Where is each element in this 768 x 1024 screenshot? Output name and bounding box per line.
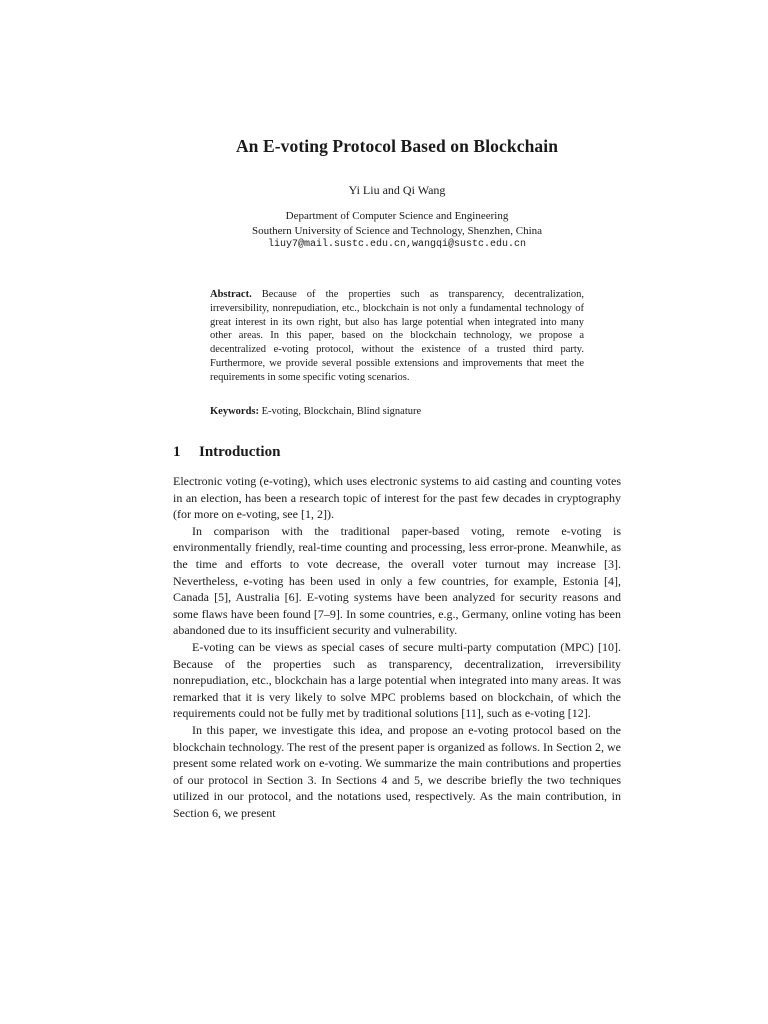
author-list: Yi Liu and Qi Wang (348, 183, 446, 197)
affiliation-block (0, 209, 768, 253)
affiliation-department: Department of Computer Science and Engineering (285, 210, 509, 222)
author-emails: liuy7@mail.sustc.edu.cn,wangqi@sustc.edu.cn (267, 239, 527, 250)
section-number: 1 (173, 444, 181, 460)
abstract-block (210, 288, 584, 385)
body-paragraph: E-voting can be views as special cases of secure multi-party computation (MPC) [10]. Because of the properties such as transparency, decentralization, irreversibility nonrepudiation, etc., blockchain has a large potential when integrated into many areas. It was remarked that it is very likely to solve MPC problems based on blockchain, of which the requirements could not be fully met by traditional solutions [11], such as e-voting [12]. (173, 639, 621, 721)
body-paragraph: Electronic voting (e-voting), which uses electronic systems to aid casting and counting votes in an election, has been a research topic of interest for the past few decades in cryptography (for more on e-voting, see [1, 2]). (173, 474, 621, 522)
affiliation-university: Southern University of Science and Technology, Shenzhen, China (251, 224, 543, 237)
paper-title: An E-voting Protocol Based on Blockchain (235, 136, 559, 156)
abstract-label: Abstract. (210, 289, 252, 300)
keywords-block (210, 406, 584, 417)
section-heading-introduction (173, 444, 280, 461)
keywords-label: Keywords: (210, 406, 259, 417)
body-paragraph: In comparison with the traditional paper-based voting, remote e-voting is environmentally friendly, real-time counting and processing, less error-prone. Meanwhile, as the time and efforts to vote decrease, the overall voter turnout may increase [3]. Nevertheless, e-voting has been used in only a few countries, for example, Estonia [4], Canada [5], Australia [6]. E-voting systems have been analyzed for security reasons and some flaws have been found [7–9]. In some countries, e.g., Germany, online voting has been abandoned due to its insufficient security and vulnerability. (173, 523, 621, 638)
introduction-body (173, 473, 621, 821)
abstract-text: Because of the properties such as transparency, decentralization, irreversibility, nonrepudiation, etc., blockchain is not only a fundamental technology of great interest in its own right, but also has large potential when integrated into many other areas. In this paper, based on the blockchain technology, we propose a decentralized e-voting protocol, without the existence of a trusted third party. Furthermore, we provide several possible extensions and improvements that meet the requirements in some specific voting scenarios. (210, 289, 584, 383)
body-paragraph: In this paper, we investigate this idea, and propose an e-voting protocol based on the blockchain technology. The rest of the present paper is organized as follows. In Section 2, we present some related work on e-voting. We summarize the main contributions and properties of our protocol in Section 3. In Sections 4 and 5, we describe briefly the two techniques utilized in our protocol, and the notations used, respectively. As the main contribution, in Section 6, we present (173, 722, 621, 820)
keywords-text: E-voting, Blockchain, Blind signature (261, 406, 422, 417)
section-title: Introduction (199, 444, 281, 460)
